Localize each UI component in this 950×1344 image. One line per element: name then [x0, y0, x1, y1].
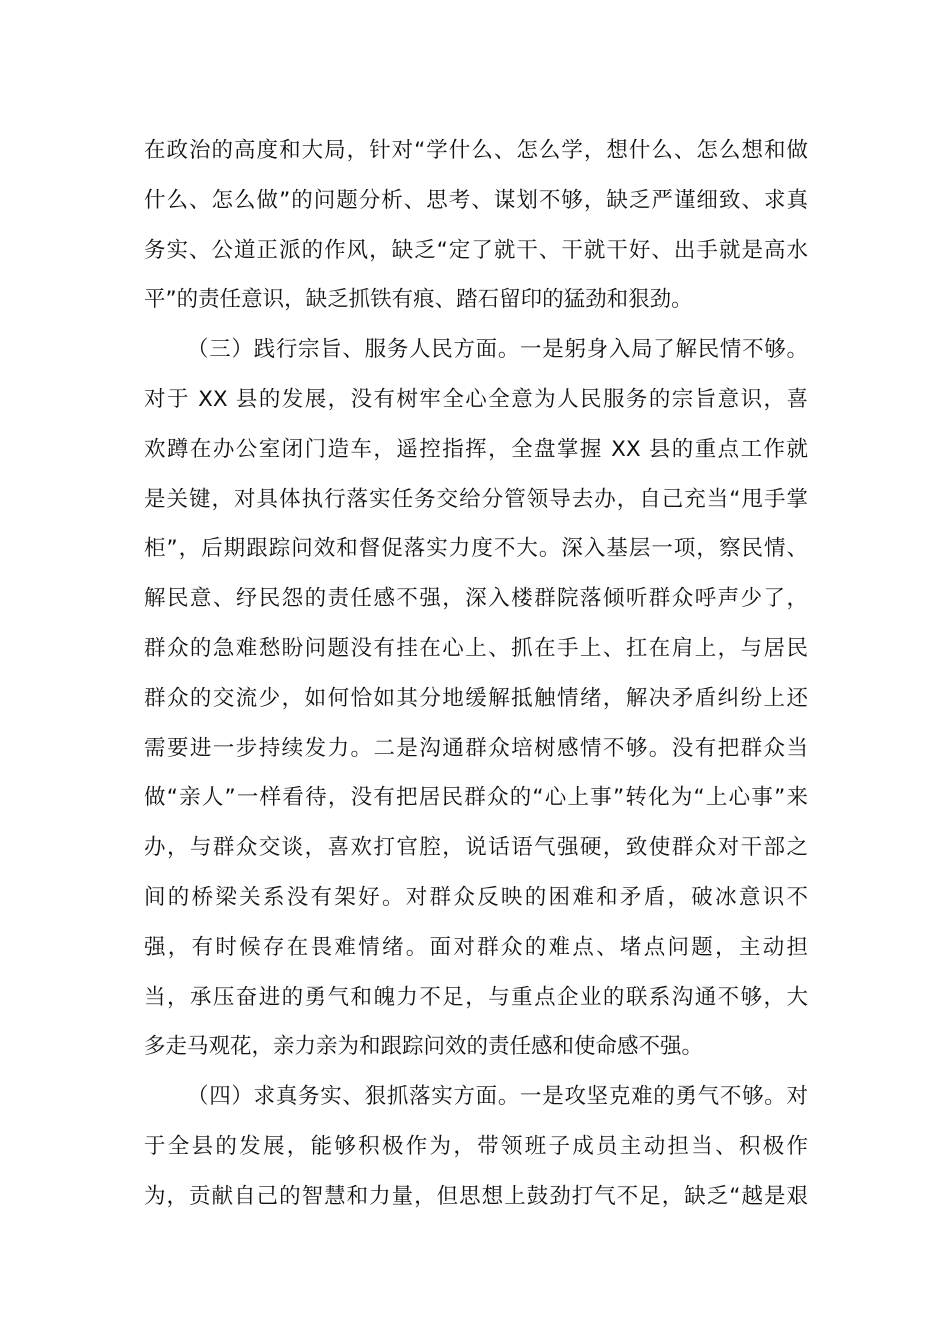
text-line: 强，有时候存在畏难情绪。面对群众的难点、堵点问题，主动担: [144, 934, 808, 960]
document-body: [144, 126, 808, 1222]
text-line: 对于 XX 县的发展，没有树牢全心全意为人民服务的宗旨意识，喜: [144, 386, 808, 412]
text-line: 办，与群众交谈，喜欢打官腔，说话语气强硬，致使群众对干部之: [144, 835, 808, 861]
text-line: 多走马观花，亲力亲为和跟踪问效的责任感和使命感不强。: [144, 1034, 704, 1060]
text-line: 是关键，对具体执行落实任务交给分管领导去办，自己充当“甩手掌: [144, 486, 808, 512]
text-line: 在政治的高度和大局，针对“学什么、怎么学，想什么、怎么想和做: [144, 138, 808, 163]
text-line: 为，贡献自己的智慧和力量，但思想上鼓劲打气不足，缺乏“越是艰: [144, 1183, 808, 1209]
text-line: 平”的责任意识，缺乏抓铁有痕、踏石留印的猛劲和狠劲。: [144, 287, 693, 313]
text-line: 需要进一步持续发力。二是沟通群众培树感情不够。没有把群众当: [144, 735, 808, 761]
text-line: 欢蹲在办公室闭门造车，遥控指挥，全盘掌握 XX 县的重点工作就: [144, 436, 808, 462]
text-line: 什么、怎么做”的问题分析、思考、谋划不够，缺乏严谨细致、求真: [144, 187, 808, 213]
text-line: 群众的交流少，如何恰如其分地缓解抵触情绪，解决矛盾纠纷上还: [144, 685, 808, 711]
text-line: 间的桥梁关系没有架好。对群众反映的困难和矛盾，破冰意识不: [144, 884, 808, 910]
text-line: 解民意、纾民怨的责任感不强，深入楼群院落倾听群众呼声少了，: [144, 586, 808, 612]
text-line: 群众的急难愁盼问题没有挂在心上、抓在手上、扛在肩上，与居民: [144, 635, 808, 661]
text-line: （四）求真务实、狠抓落实方面。一是攻坚克难的勇气不够。对: [187, 1084, 808, 1110]
text-line: 务实、公道正派的作风，缺乏“定了就干、干就干好、出手就是高水: [144, 237, 808, 263]
text-line: 做“亲人”一样看待，没有把居民群众的“心上事”转化为“上心事”来: [144, 785, 808, 811]
text-line: 当，承压奋进的勇气和魄力不足，与重点企业的联系沟通不够，大: [144, 984, 808, 1010]
text-line: （三）践行宗旨、服务人民方面。一是躬身入局了解民情不够。: [187, 337, 808, 363]
text-line: 于全县的发展，能够积极作为，带领班子成员主动担当、积极作: [144, 1133, 808, 1159]
text-line: 柜”，后期跟踪问效和督促落实力度不大。深入基层一项，察民情、: [144, 536, 808, 562]
